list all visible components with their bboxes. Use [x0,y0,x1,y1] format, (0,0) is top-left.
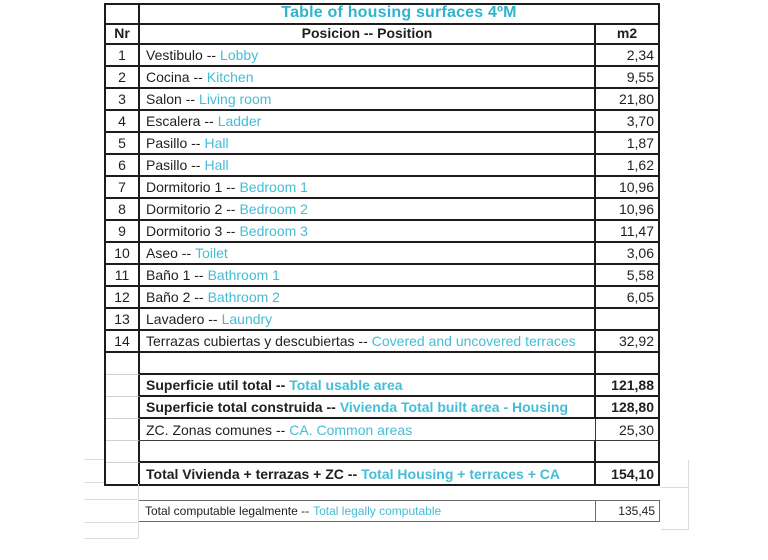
table-row [106,111,658,133]
row-number: 7 [106,177,140,199]
header-m2: m2 [596,25,658,45]
row-number: 1 [106,45,140,67]
summary-m2: 128,80 [596,397,658,419]
row-number: 14 [106,331,140,353]
position-english: Bedroom 1 [239,179,308,195]
gridline [84,522,138,523]
row-number: 5 [106,133,140,155]
position-spanish: Cocina -- [146,69,203,85]
position-english: Covered and uncovered terraces [371,333,576,349]
position-english: Total legally computable [313,503,442,518]
position-spanish: Salon -- [146,91,196,107]
row-m2: 5,58 [596,265,658,287]
gridline [138,484,139,538]
position-english: Vivienda Total built area - Housing [339,399,568,415]
summary-position [140,419,596,441]
empty-nr-cell [106,441,140,463]
table-row [106,265,658,287]
empty-nr-cell [106,353,140,375]
footer-position [139,501,596,521]
table-row [106,221,658,243]
table-row [106,287,658,309]
header-row [106,25,658,45]
gridline [84,538,138,539]
position-english: Bathroom 2 [207,289,280,305]
row-number: 3 [106,89,140,111]
header-position: Posicion -- Position [140,25,596,45]
position-english: Toilet [195,245,228,261]
position-spanish: Dormitorio 1 -- [146,179,236,195]
row-number: 9 [106,221,140,243]
summary-m2: 121,88 [596,375,658,397]
row-number: 4 [106,111,140,133]
row-number: 2 [106,67,140,89]
position-spanish: Total computable legalmente -- [145,503,310,518]
position-spanish: Escalera -- [146,113,214,129]
position-spanish: Terrazas cubiertas y descubiertas -- [146,333,368,349]
position-english: Ladder [217,113,262,129]
row-position [140,287,596,309]
header-nr: Nr [106,25,140,45]
position-spanish: Superficie total construida -- [146,399,336,415]
position-english: CA. Common areas [289,422,413,438]
position-english: Laundry [221,311,273,327]
row-m2 [596,309,658,331]
row-m2: 10,96 [596,177,658,199]
position-spanish: Pasillo -- [146,135,201,151]
title-row [106,5,658,25]
grand-total-m2: 154,10 [611,466,654,482]
summary-nr-spacer [106,375,140,397]
row-m2: 2,34 [596,45,658,67]
row-m2: 11,47 [596,221,658,243]
row-m2: 9,55 [596,67,658,89]
row-position [140,89,596,111]
row-m2: 32,92 [596,331,658,353]
row-position [140,309,596,331]
table-row [106,89,658,111]
position-english: Hall [204,135,229,151]
summary-row-usable-area [106,375,658,397]
position-english: Living room [199,91,272,107]
row-number: 6 [106,155,140,177]
position-spanish: Dormitorio 2 -- [146,201,236,217]
summary-row-built-area [106,397,658,419]
row-number: 8 [106,199,140,221]
row-number: 13 [106,309,140,331]
row-position [140,221,596,243]
row-number: 11 [106,265,140,287]
housing-surfaces-table [104,3,660,486]
row-position [140,111,596,133]
position-english: Bedroom 3 [239,223,308,239]
grand-total-position [140,463,596,484]
position-spanish: Pasillo -- [146,157,201,173]
page-title: Table of housing surfaces 4ºM [140,5,658,25]
position-english: Bedroom 2 [239,201,308,217]
row-position [140,67,596,89]
position-english: Total Housing + terraces + CA [361,466,561,482]
table-row [106,155,658,177]
row-position [140,177,596,199]
summary-row-common-areas [106,419,658,441]
position-english: Total usable area [289,377,403,393]
summary-position [140,375,596,397]
legally-computable-row [138,500,660,522]
empty-m2-cell [596,353,658,375]
summary-nr-spacer [106,397,140,419]
position-spanish: ZC. Zonas comunes -- [146,422,286,438]
row-number: 12 [106,287,140,309]
summary-position [140,397,596,419]
empty-row [106,441,658,463]
title-left-spacer-cell [106,5,140,25]
row-position [140,265,596,287]
gridline [84,459,104,460]
summary-nr-spacer [106,419,140,441]
gridline [688,460,689,530]
position-english: Hall [204,157,229,173]
position-english: Bathroom 1 [207,267,280,283]
gridline [661,529,688,530]
empty-row [106,353,658,375]
row-position [140,45,596,67]
position-spanish: Total Vivienda + terrazas + ZC -- [146,466,358,482]
row-m2: 3,70 [596,111,658,133]
position-spanish: Aseo -- [146,245,192,261]
row-m2: 10,96 [596,199,658,221]
gridline [661,487,688,488]
position-spanish: Baño 2 -- [146,289,204,305]
table-row [106,243,658,265]
position-english: Kitchen [206,69,254,85]
empty-m2-cell [596,441,658,463]
row-position [140,331,596,353]
empty-position-cell [140,353,596,375]
row-position [140,133,596,155]
row-m2: 1,87 [596,133,658,155]
table-row [106,309,658,331]
row-position [140,243,596,265]
position-spanish: Vestibulo -- [146,47,217,63]
row-position [140,155,596,177]
table-row [106,331,658,353]
row-number: 10 [106,243,140,265]
position-spanish: Dormitorio 3 -- [146,223,236,239]
row-position [140,199,596,221]
empty-position-cell [140,441,596,463]
position-spanish: Superficie util total -- [146,377,286,393]
position-english: Lobby [220,47,259,63]
grand-total-row [106,463,658,484]
gridline [84,482,104,483]
summary-m2: 25,30 [596,419,658,441]
table-row [106,133,658,155]
position-spanish: Lavadero -- [146,311,218,327]
gridline [84,499,138,500]
row-m2: 1,62 [596,155,658,177]
table-row [106,45,658,67]
row-m2: 21,80 [596,89,658,111]
table-row [106,177,658,199]
row-m2: 3,06 [596,243,658,265]
position-spanish: Baño 1 -- [146,267,204,283]
row-m2: 6,05 [596,287,658,309]
table-row [106,67,658,89]
grand-total-nr-spacer [106,463,140,484]
footer-m2: 135,45 [618,503,655,518]
table-row [106,199,658,221]
